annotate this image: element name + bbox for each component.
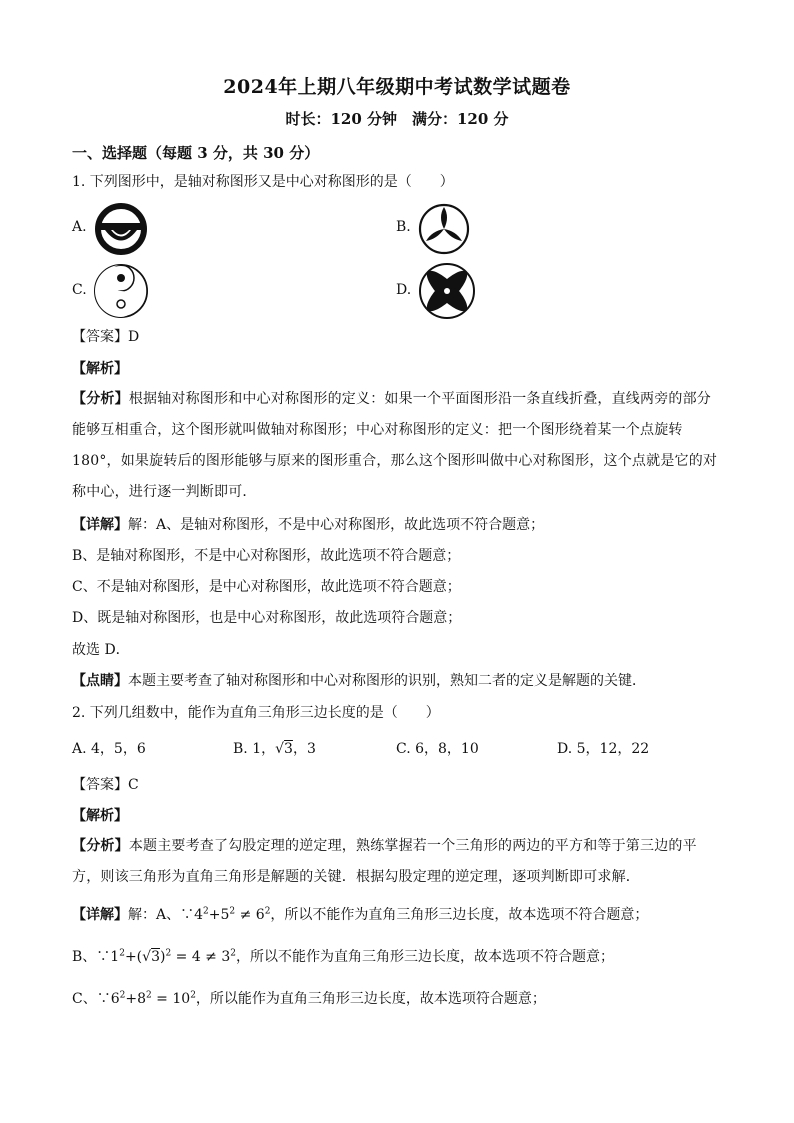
detail-text: 解：A、是轴对称图形，不是中心对称图形，故此选项不符合题意； [128, 517, 545, 533]
math-part: ≠ 6 [235, 907, 265, 923]
q2-option-b-pre: B. 1， [233, 741, 276, 757]
q1-option-d-label: D. [396, 282, 412, 298]
q1-detail-line-a [72, 515, 544, 535]
q2-fenxi-paragraph [72, 831, 722, 893]
q1-conclusion: 故选 D． [72, 642, 130, 658]
sqrt-value: 3 [284, 741, 293, 757]
q1-option-a-figure-icon [95, 203, 147, 255]
q1-option-a-label: A. [72, 219, 87, 235]
math-part: +( [124, 949, 143, 965]
q1-option-c-yin-yang-icon [93, 263, 149, 319]
math-part: = 4 ≠ 3 [171, 949, 231, 965]
math-part: 解：A、∵4 [128, 907, 204, 923]
math-part: C、∵6 [72, 991, 120, 1007]
q2-option-b: B. 1，√3，3 [233, 741, 316, 757]
exponent: 2 [119, 990, 126, 1001]
exponent: 2 [203, 906, 209, 917]
q2-option-c: C. 6，8，10 [396, 741, 479, 757]
q2-detail-line-b: B、$\because 1^2+(√3)^2 = 4 \ne 3^2$，所以不能作为直角三角形三边长度，故本选项不符合题意； [72, 948, 614, 965]
dianjing-tag: 【点睛】 [72, 673, 128, 689]
fenxi-tag: 【分析】 [72, 838, 129, 854]
exponent: 2 [230, 948, 236, 959]
math-part: +8 [125, 991, 146, 1007]
q1-analysis-label: 【解析】 [72, 361, 128, 377]
q2-option-a: A. 4，5，6 [72, 741, 146, 757]
exponent: 2 [119, 948, 125, 959]
exponent: 2 [146, 990, 152, 1001]
exponent: 2 [165, 948, 172, 959]
detail-text: ，所以不能作为直角三角形三边长度，故本选项不符合题意； [270, 907, 649, 923]
fenxi-text: 根据轴对称图形和中心对称图形的定义：如果一个平面图形沿一条直线折叠，直线两旁的部分能够互相重合，这个图形就叫做轴对称图形；中心对称图形的定义：把一个图形绕着某一个点旋转 180°，如果旋转后的图形能够与原来的图形重合，那么这个图形叫做中心对称图形，这个点就是它的对称中心，进行逐一判断即可． [72, 391, 718, 500]
q2-answer: 【答案】C [72, 777, 139, 793]
xiangjie-tag: 【详解】 [72, 907, 128, 923]
math-part: B、∵1 [72, 949, 120, 965]
q2-option-d: D. 5，12，22 [557, 741, 650, 757]
detail-text: ，所以能作为直角三角形三边长度，故本选项符合题意； [195, 991, 546, 1007]
q1-detail-line-c: C、不是轴对称图形，是中心对称图形，故此选项不符合题意； [72, 579, 461, 595]
q2-analysis-label: 【解析】 [72, 808, 128, 824]
detail-text: ，所以不能作为直角三角形三边长度，故本选项不符合题意； [236, 949, 614, 965]
exponent: 2 [229, 906, 236, 917]
section-heading: 一、选择题（每题 3 分，共 30 分） [72, 144, 320, 162]
q2-stem: 2. 下列几组数中，能作为直角三角形三边长度的是（ ） [72, 705, 440, 721]
q1-option-d-figure-icon [418, 262, 476, 320]
q1-option-b-figure-icon [418, 203, 470, 255]
exam-info: 时长：120 分钟 满分：120 分 [285, 110, 509, 128]
dianjing-text: 本题主要考查了轴对称图形和中心对称图形的识别，熟知二者的定义是解题的关键． [128, 673, 646, 689]
q2-option-b-post: ，3 [292, 741, 316, 757]
q1-detail-line-d: D、既是轴对称图形，也是中心对称图形，故此选项符合题意； [72, 610, 462, 626]
q1-stem: 1. 下列图形中，是轴对称图形又是中心对称图形的是（ ） [72, 174, 454, 190]
q2-detail-line-a [72, 905, 648, 925]
sqrt-value: 3 [151, 949, 160, 965]
math-part: +5 [208, 907, 230, 923]
q1-option-c-label: C. [72, 282, 87, 298]
exponent: 2 [190, 990, 196, 1001]
q1-detail-line-b: B、是轴对称图形，不是中心对称图形，故此选项不符合题意； [72, 548, 461, 564]
xiangjie-tag: 【详解】 [72, 517, 128, 533]
q1-option-b-label: B. [396, 219, 411, 235]
q2-detail-line-c [72, 989, 546, 1009]
page-title: 2024年上期八年级期中考试数学试题卷 [223, 76, 571, 98]
q1-fenxi-paragraph [72, 384, 722, 508]
q1-dianjing [72, 671, 646, 691]
exponent: 2 [264, 906, 271, 917]
fenxi-tag: 【分析】 [72, 391, 129, 407]
math-part: = 10 [151, 991, 191, 1007]
fenxi-text: 本题主要考查了勾股定理的逆定理，熟练掌握若一个三角形的两边的平方和等于第三边的平方，则该三角形为直角三角形是解题的关键．根据勾股定理的逆定理，逐项判断即可求解． [72, 838, 697, 885]
q1-answer: 【答案】D [72, 329, 140, 345]
